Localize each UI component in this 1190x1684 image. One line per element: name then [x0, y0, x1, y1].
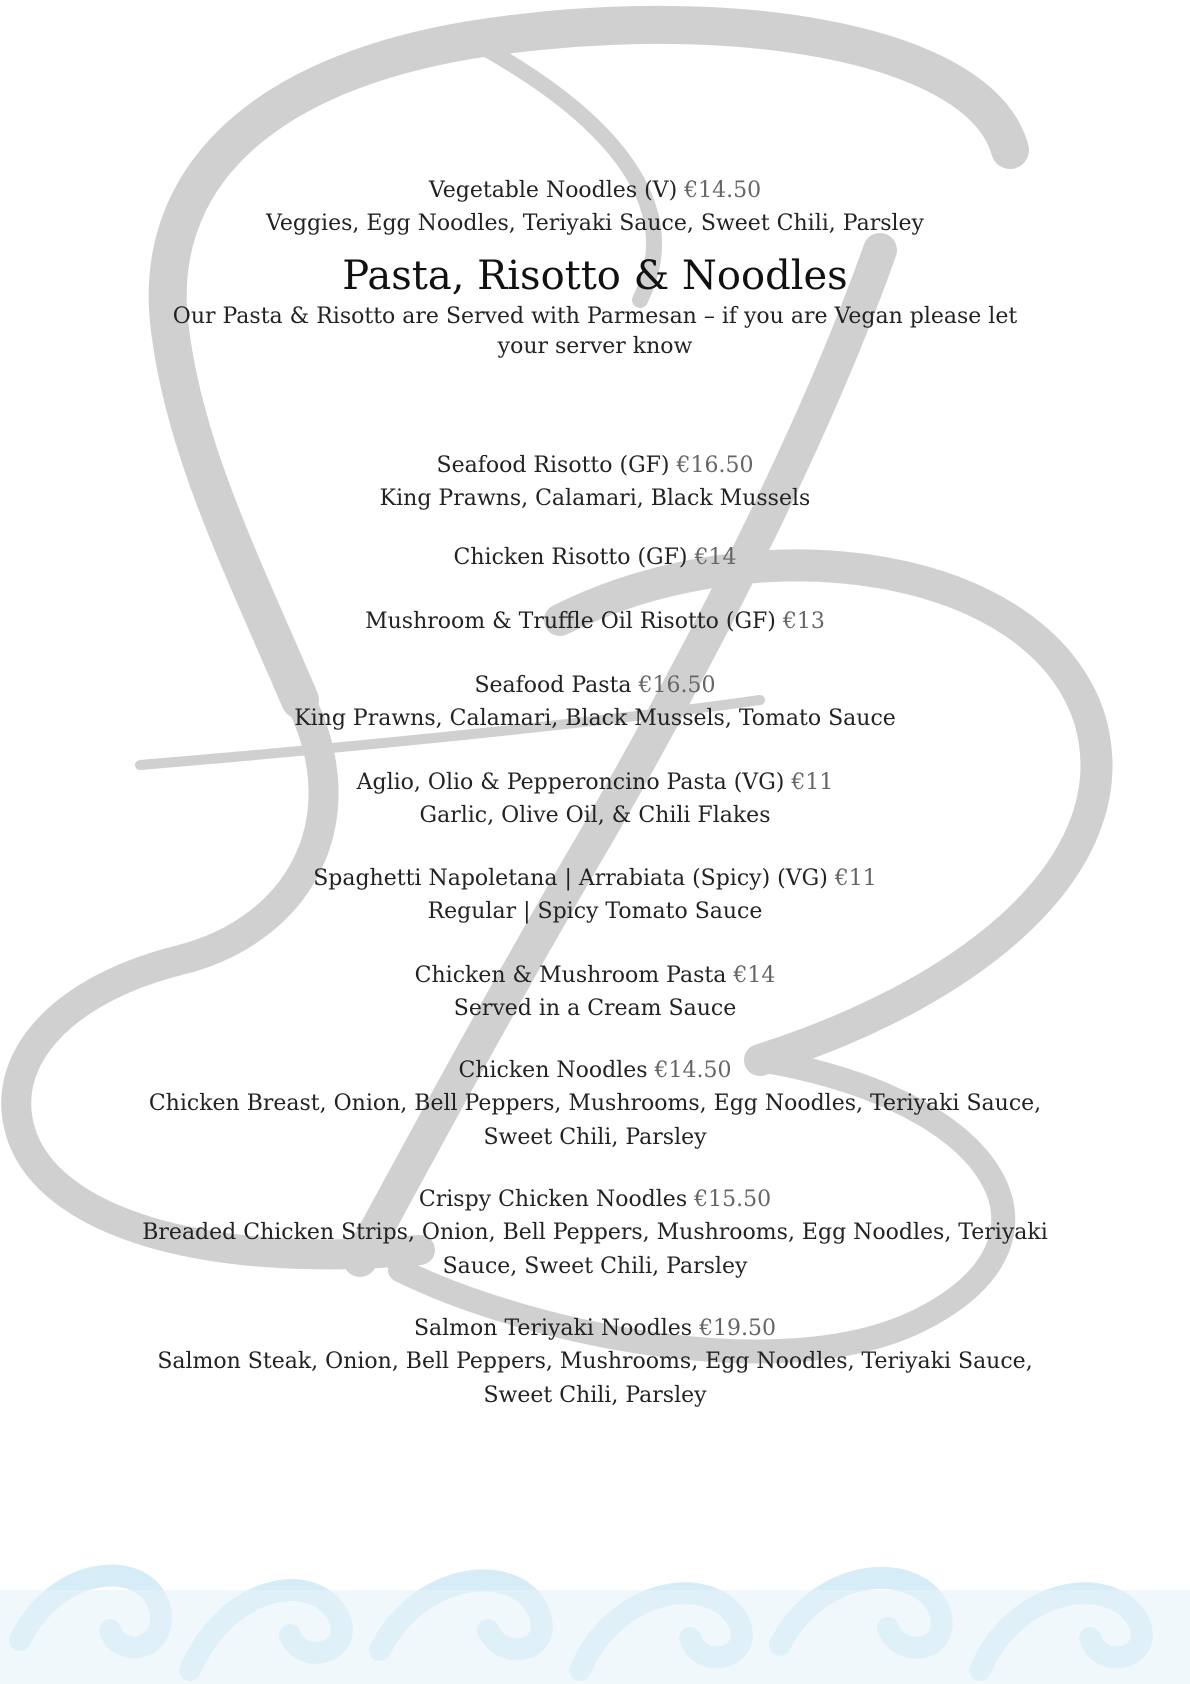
item-description-cont: Sweet Chili, Parsley — [483, 1125, 707, 1150]
section-title: Pasta, Risotto & Noodles — [342, 253, 848, 299]
item-name: Seafood Risotto (GF) — [436, 453, 670, 478]
item-name: Salmon Teriyaki Noodles — [413, 1316, 693, 1341]
item-price: €11 — [834, 866, 877, 891]
menu-item — [120, 606, 1070, 638]
item-description: King Prawns, Calamari, Black Mussels — [379, 486, 811, 511]
item-price: €11 — [791, 770, 834, 795]
item-price: €14 — [733, 963, 776, 988]
item-description: Regular | Spicy Tomato Sauce — [427, 899, 763, 924]
item-name: Vegetable Noodles (V) — [428, 178, 678, 203]
item-description: Served in a Cream Sauce — [453, 996, 737, 1021]
item-name: Mushroom & Truffle Oil Risotto (GF) — [365, 609, 776, 634]
item-price: €16.50 — [638, 673, 716, 698]
menu-item — [120, 670, 1070, 736]
menu-item — [120, 542, 1070, 574]
item-name: Crispy Chicken Noodles — [418, 1187, 688, 1212]
item-description: Garlic, Olive Oil, & Chili Flakes — [419, 803, 771, 828]
item-description: King Prawns, Calamari, Black Mussels, Tomato Sauce — [294, 706, 896, 731]
item-price: €13 — [782, 609, 825, 634]
item-name: Spaghetti Napoletana | Arrabiata (Spicy) (VG) — [313, 866, 828, 891]
menu-item — [120, 1313, 1070, 1413]
item-name: Chicken Noodles — [458, 1058, 648, 1083]
menu-item — [120, 960, 1070, 1026]
item-price: €14.50 — [684, 178, 762, 203]
item-description: Chicken Breast, Onion, Bell Peppers, Mushrooms, Egg Noodles, Teriyaki Sauce, — [148, 1091, 1042, 1116]
menu-item — [120, 1184, 1070, 1284]
menu-item — [120, 450, 1070, 516]
item-name: Seafood Pasta — [474, 673, 632, 698]
section-subtitle-line2: your server know — [497, 334, 693, 359]
item-name: Chicken & Mushroom Pasta — [414, 963, 727, 988]
item-name: Aglio, Olio & Pepperoncino Pasta (VG) — [356, 770, 785, 795]
item-description: Salmon Steak, Onion, Bell Peppers, Mushrooms, Egg Noodles, Teriyaki Sauce, — [157, 1349, 1033, 1374]
item-description: Breaded Chicken Strips, Onion, Bell Peppers, Mushrooms, Egg Noodles, Teriyaki — [142, 1220, 1048, 1245]
item-title — [120, 175, 1070, 207]
item-price: €14.50 — [654, 1058, 732, 1083]
section-subtitle-line1: Our Pasta & Risotto are Served with Parmesan – if you are Vegan please let — [172, 304, 1018, 329]
item-price: €16.50 — [676, 453, 754, 478]
item-price: €15.50 — [694, 1187, 772, 1212]
section-header — [120, 250, 1070, 362]
menu-item — [120, 1055, 1070, 1155]
item-price: €19.50 — [699, 1316, 777, 1341]
menu-item-vegetable-noodles — [120, 175, 1070, 241]
menu-item — [120, 863, 1070, 929]
item-description-cont: Sweet Chili, Parsley — [483, 1383, 707, 1408]
item-description-cont: Sauce, Sweet Chili, Parsley — [442, 1254, 748, 1279]
item-name: Chicken Risotto (GF) — [453, 545, 688, 570]
menu-item — [120, 767, 1070, 833]
item-description: Veggies, Egg Noodles, Teriyaki Sauce, Sweet Chili, Parsley — [266, 211, 924, 236]
item-price: €14 — [694, 545, 737, 570]
